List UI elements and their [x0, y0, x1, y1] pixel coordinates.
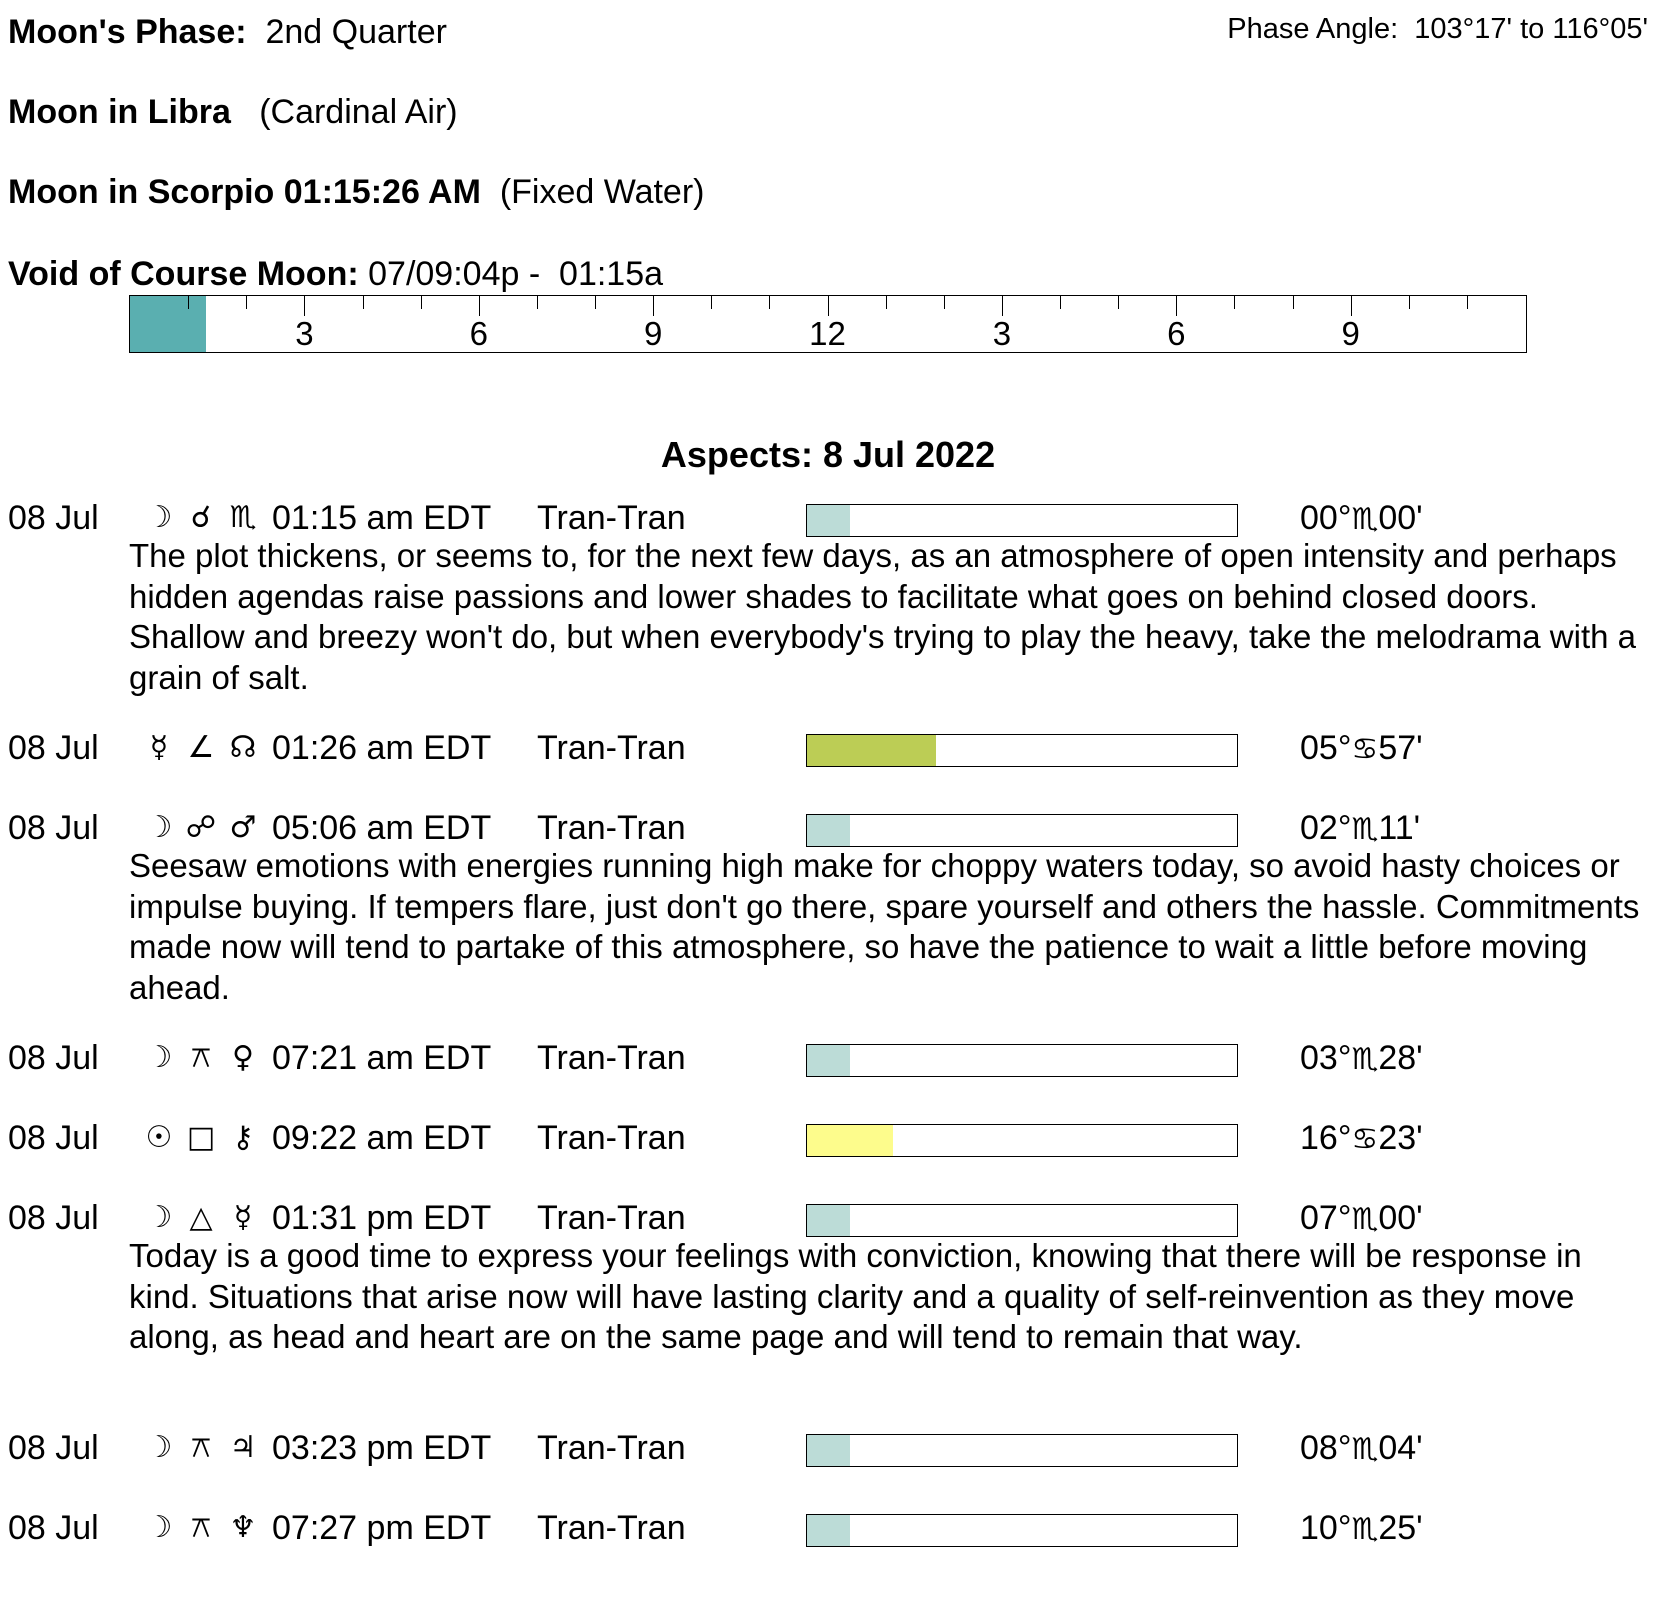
moon-sign-line-2	[8, 172, 704, 212]
position-degrees: 03°	[1300, 1039, 1352, 1077]
aspect-row	[0, 1038, 1656, 1078]
timeline-tick	[1176, 296, 1177, 316]
timeline-tick	[1002, 296, 1003, 316]
aspect-time: 05:06 am EDT	[272, 809, 492, 847]
moon-phase-label: Moon's Phase:	[8, 13, 247, 51]
aspect-strength-fill	[807, 505, 850, 536]
timeline-label: 9	[643, 315, 663, 352]
position-minutes: 25'	[1378, 1509, 1423, 1547]
aspect-strength-fill	[807, 735, 936, 766]
aspect-time: 07:27 pm EDT	[272, 1509, 492, 1547]
aspect-strength-bar	[806, 1124, 1238, 1157]
aspect-strength-bar	[806, 504, 1238, 537]
position-sign-icon: ♏	[1351, 812, 1379, 847]
aspect-row	[0, 1118, 1656, 1158]
aspect-strength-fill	[807, 1125, 893, 1156]
aspect-glyph-icon: ⚻	[191, 1510, 211, 1545]
aspect-position	[1300, 1428, 1423, 1470]
aspect-kind: Tran-Tran	[537, 729, 686, 767]
aspect-strength-fill	[807, 1205, 850, 1236]
position-minutes: 00'	[1378, 1199, 1423, 1237]
planet1-glyph-icon: ☽	[145, 1430, 173, 1465]
aspect-strength-bar	[806, 1514, 1238, 1547]
position-minutes: 11'	[1378, 809, 1421, 847]
aspect-time: 01:31 pm EDT	[272, 1199, 492, 1237]
moon-sign-1-value: (Cardinal Air)	[259, 93, 458, 131]
aspect-position	[1300, 808, 1420, 850]
aspect-kind: Tran-Tran	[537, 809, 686, 847]
phase-angle-label: Phase Angle:	[1227, 13, 1399, 45]
timeline-tick	[188, 296, 189, 309]
aspect-date: 08 Jul	[8, 499, 99, 537]
phase-angle-line	[1227, 12, 1648, 46]
aspect-position	[1300, 728, 1423, 770]
aspect-position	[1300, 1508, 1423, 1550]
aspect-kind: Tran-Tran	[537, 499, 686, 537]
void-of-course-line	[8, 254, 663, 294]
moon-sign-1-label: Moon in Libra	[8, 93, 231, 131]
void-of-course-value: 07/09:04p - 01:15a	[368, 255, 664, 293]
timeline-tick	[711, 296, 712, 309]
aspect-kind: Tran-Tran	[537, 1509, 686, 1547]
timeline-tick	[537, 296, 538, 309]
position-degrees: 08°	[1300, 1429, 1352, 1467]
aspect-date: 08 Jul	[8, 729, 99, 767]
aspect-glyphs	[138, 1508, 264, 1548]
aspect-description: The plot thickens, or seems to, for the next few days, as an atmosphere of open intensity and perhaps hidden agendas raise passions and lower shades to facilitate what goes on behind closed doors. Shallow and breezy won't do, but when everybody's trying to play the heavy, take the melodrama with a grain of salt.	[129, 537, 1636, 696]
aspect-strength-bar	[806, 814, 1238, 847]
aspect-date: 08 Jul	[8, 1199, 99, 1237]
aspect-strength-bar	[806, 1434, 1238, 1467]
aspect-glyph-icon: ⚻	[191, 1430, 211, 1465]
void-of-course-label: Void of Course Moon:	[8, 255, 359, 293]
position-minutes: 23'	[1378, 1119, 1423, 1157]
aspect-glyphs	[138, 498, 264, 538]
planet2-glyph-icon: ♂	[229, 810, 257, 845]
aspect-glyphs	[138, 1118, 264, 1158]
position-sign-icon: ♏	[1351, 1432, 1379, 1467]
timeline-label: 12	[809, 315, 846, 352]
aspect-strength-fill	[807, 815, 850, 846]
timeline-tick	[769, 296, 770, 309]
planet2-glyph-icon: ⚷	[232, 1120, 254, 1155]
aspect-time: 09:22 am EDT	[272, 1119, 492, 1157]
position-minutes: 57'	[1378, 729, 1423, 767]
aspect-date: 08 Jul	[8, 809, 99, 847]
aspect-kind: Tran-Tran	[537, 1199, 686, 1237]
timeline-tick	[886, 296, 887, 309]
aspect-glyph-icon: ☍	[185, 810, 217, 845]
position-sign-icon: ♏	[1351, 1512, 1379, 1547]
planet2-glyph-icon: ♏	[229, 500, 257, 535]
aspect-glyphs	[138, 1038, 264, 1078]
aspect-strength-bar	[806, 734, 1238, 767]
phase-angle-value: 103°17' to 116°05'	[1414, 13, 1648, 45]
aspect-glyph-icon: □	[186, 1120, 216, 1155]
aspect-strength-bar	[806, 1204, 1238, 1237]
planet1-glyph-icon: ☉	[145, 1120, 173, 1155]
moon-sign-line-1	[8, 92, 458, 132]
aspect-strength-fill	[807, 1045, 850, 1076]
aspect-row	[0, 1198, 1656, 1238]
aspect-glyph-icon: ⚻	[191, 1040, 211, 1075]
timeline-tick	[479, 296, 480, 316]
position-degrees: 07°	[1300, 1199, 1352, 1237]
aspect-description: Seesaw emotions with energies running high make for choppy waters today, so avoid hasty choices or impulse buying. If tempers flare, just don't go there, spare yourself and others the hassle. Commitments made now will tend to partake of this atmosphere, so have the patience to wait a little before moving ahead.	[129, 847, 1640, 1006]
aspect-row	[0, 1508, 1656, 1548]
aspects-title: Aspects: 8 Jul 2022	[660, 434, 996, 475]
position-degrees: 02°	[1300, 809, 1352, 847]
timeline-tick	[653, 296, 654, 316]
aspect-date: 08 Jul	[8, 1429, 99, 1467]
timeline-tick	[1351, 296, 1352, 316]
position-degrees: 16°	[1300, 1119, 1352, 1157]
aspect-position	[1300, 498, 1423, 540]
timeline-label: 9	[1341, 315, 1360, 352]
aspect-row	[0, 1428, 1656, 1468]
planet2-glyph-icon: ☊	[229, 730, 257, 765]
aspect-strength-bar	[806, 1044, 1238, 1077]
aspect-date: 08 Jul	[8, 1509, 99, 1547]
moon-sign-2-value: (Fixed Water)	[499, 173, 705, 211]
aspect-time: 07:21 am EDT	[272, 1039, 492, 1077]
aspect-kind: Tran-Tran	[537, 1119, 686, 1157]
position-sign-icon: ♏	[1351, 1202, 1379, 1237]
void-of-course-fill	[130, 296, 206, 352]
planet1-glyph-icon: ☽	[145, 1040, 173, 1075]
timeline-tick	[828, 296, 829, 316]
aspect-glyphs	[138, 728, 264, 768]
aspect-glyphs	[138, 1428, 264, 1468]
timeline-tick	[1060, 296, 1061, 309]
planet2-glyph-icon: ♆	[229, 1510, 257, 1545]
position-degrees: 00°	[1300, 499, 1352, 537]
position-sign-icon: ♋	[1351, 732, 1379, 767]
position-minutes: 28'	[1378, 1039, 1423, 1077]
planet1-glyph-icon: ☽	[145, 810, 173, 845]
aspect-date: 08 Jul	[8, 1039, 99, 1077]
moon-phase-value: 2nd Quarter	[265, 13, 447, 51]
planet1-glyph-icon: ☽	[145, 1510, 173, 1545]
timeline-tick	[1234, 296, 1235, 309]
aspect-date: 08 Jul	[8, 1119, 99, 1157]
position-sign-icon: ♏	[1351, 502, 1379, 537]
position-degrees: 05°	[1300, 729, 1352, 767]
aspect-glyphs	[138, 808, 264, 848]
position-minutes: 04'	[1378, 1429, 1423, 1467]
void-of-course-timeline	[129, 295, 1527, 353]
aspect-position	[1300, 1038, 1423, 1080]
timeline-tick	[421, 296, 422, 309]
timeline-label: 3	[992, 315, 1012, 352]
timeline-label: 6	[1167, 315, 1186, 352]
planet2-glyph-icon: ☿	[233, 1200, 253, 1235]
timeline-tick	[1409, 296, 1410, 309]
aspect-time: 01:15 am EDT	[272, 499, 492, 537]
aspect-glyph-icon: △	[189, 1200, 213, 1235]
timeline-tick	[595, 296, 596, 309]
planet1-glyph-icon: ☿	[149, 730, 169, 765]
aspect-glyph-icon: ☌	[190, 500, 212, 535]
aspect-time: 03:23 pm EDT	[272, 1429, 492, 1467]
moon-sign-2-label: Moon in Scorpio 01:15:26 AM	[8, 173, 481, 211]
timeline-tick	[304, 296, 305, 316]
position-degrees: 10°	[1300, 1509, 1352, 1547]
planet1-glyph-icon: ☽	[145, 1200, 173, 1235]
aspect-strength-fill	[807, 1515, 850, 1546]
planet1-glyph-icon: ☽	[145, 500, 173, 535]
timeline-tick	[363, 296, 364, 309]
position-sign-icon: ♋	[1351, 1122, 1379, 1157]
timeline-label: 3	[295, 315, 314, 352]
aspect-glyphs	[138, 1198, 264, 1238]
aspect-row	[0, 498, 1656, 538]
planet2-glyph-icon: ♀	[232, 1040, 254, 1075]
aspect-row	[0, 808, 1656, 848]
aspect-position	[1300, 1118, 1423, 1160]
position-minutes: 00'	[1378, 499, 1423, 537]
timeline-label: 6	[469, 315, 488, 352]
planet2-glyph-icon: ♃	[229, 1430, 257, 1465]
moon-phase-line	[8, 12, 447, 52]
aspect-position	[1300, 1198, 1423, 1240]
aspect-strength-fill	[807, 1435, 850, 1466]
aspect-description: Today is a good time to express your feelings with conviction, knowing that there will be response in kind. Situations that arise now will have lasting clarity and a quality of self-reinvention as they move along, as head and heart are on the same page and will tend to remain that way.	[129, 1237, 1582, 1355]
timeline-tick	[1293, 296, 1294, 309]
aspect-row	[0, 728, 1656, 768]
aspect-kind: Tran-Tran	[537, 1429, 686, 1467]
timeline-tick	[1467, 296, 1468, 309]
timeline-tick	[246, 296, 247, 309]
aspect-time: 01:26 am EDT	[272, 729, 492, 767]
aspect-glyph-icon: ∠	[187, 730, 215, 765]
timeline-tick	[944, 296, 945, 309]
timeline-tick	[1118, 296, 1119, 309]
aspect-kind: Tran-Tran	[537, 1039, 686, 1077]
position-sign-icon: ♏	[1351, 1042, 1379, 1077]
